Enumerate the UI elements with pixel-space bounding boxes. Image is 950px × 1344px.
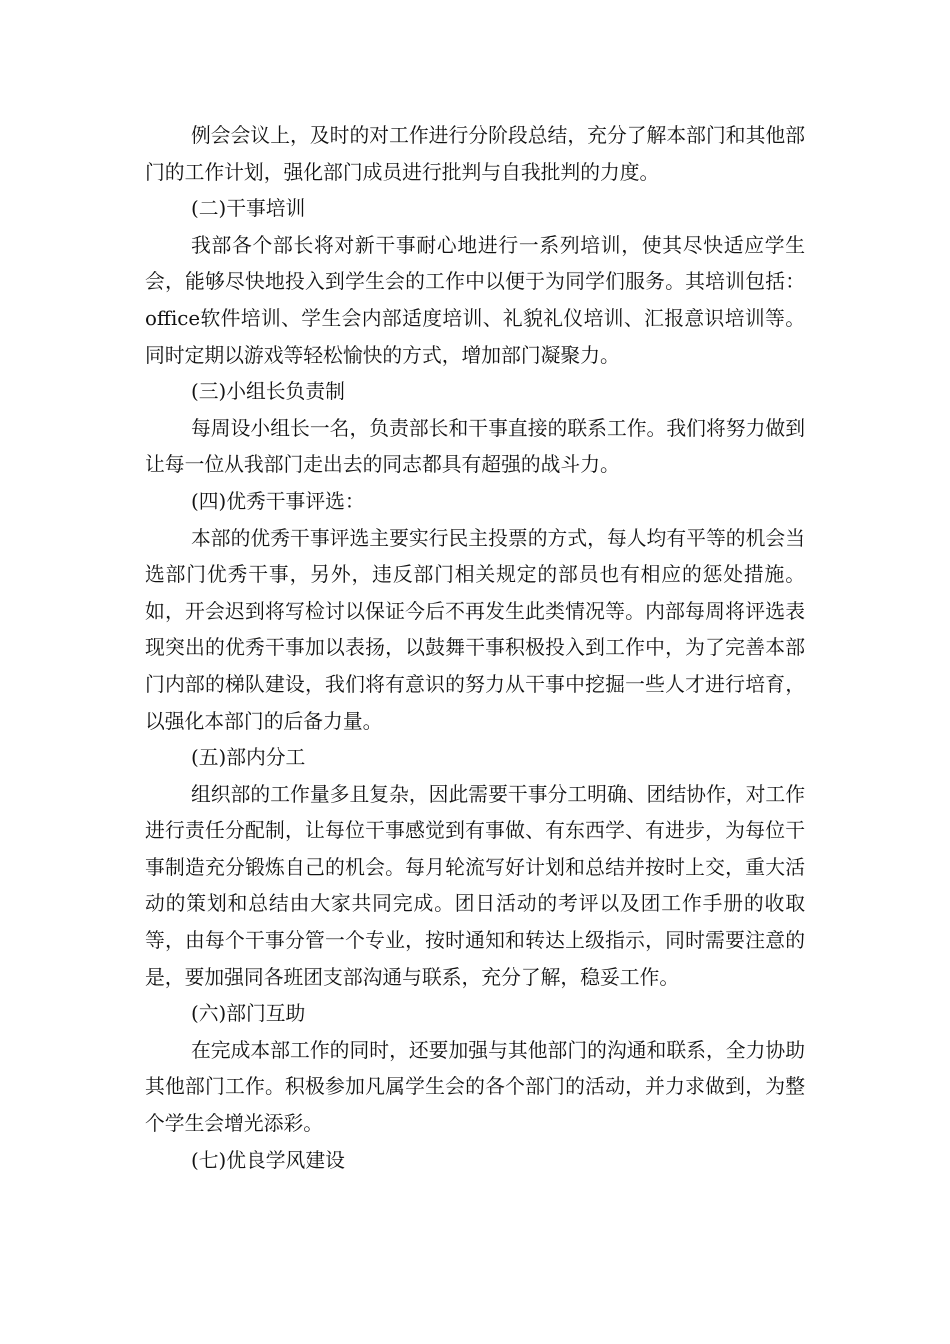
paragraph-division-of-labor: 组织部的工作量多且复杂，因此需要干事分工明确、团结协作，对工作进行责任分配制，让每位干事感觉到有事做、有东西学、有进步，为每位干事制造充分锻炼自己的机会。每月轮流写好计划和总结并按时上交，重大活动的策划和总结由大家共同完成。团日活动的考评以及团工作手册的收取等，由每个干事分管一个专业，按时通知和转达上级指示，同时需要注意的是，要加强同各班团支部沟通与联系，充分了解，稳妥工作。 [145, 782, 805, 989]
section-heading-division-of-labor: (五)部内分工 [191, 746, 306, 770]
paragraph-mutual-assistance: 在完成本部工作的同时，还要加强与其他部门的沟通和联系，全力协助其他部门工作。积极参加凡属学生会的各个部门的活动，并力求做到，为整个学生会增光添彩。 [145, 1038, 805, 1136]
section-heading-group-leader: (三)小组长负责制 [191, 380, 345, 404]
section-heading-staff-training: (二)干事培训 [191, 197, 306, 221]
paragraph-staff-training: 我部各个部长将对新干事耐心地进行一系列培训，使其尽快适应学生会，能够尽快地投入到学生会的工作中以便于为同学们服务。其培训包括：office软件培训、学生会内部适度培训、礼貌礼仪培训、汇报意识培训等。同时定期以游戏等轻松愉快的方式，增加部门凝聚力。 [145, 233, 805, 367]
section-heading-excellent-staff: (四)优秀干事评选： [191, 489, 365, 513]
section-heading-mutual-assistance: (六)部门互助 [191, 1002, 306, 1026]
paragraph-meeting-summary: 例会会议上，及时的对工作进行分阶段总结，充分了解本部门和其他部门的工作计划，强化部门成员进行批判与自我批判的力度。 [145, 124, 805, 184]
paragraph-group-leader: 每周设小组长一名，负责部长和干事直接的联系工作。我们将努力做到让每一位从我部门走出去的同志都具有超强的战斗力。 [145, 416, 805, 477]
paragraph-excellent-staff: 本部的优秀干事评选主要实行民主投票的方式，每人均有平等的机会当选部门优秀干事，另外，违反部门相关规定的部员也有相应的惩处措施。如，开会迟到将写检讨以保证今后不再发生此类情况等。内部每周将评选表现突出的优秀干事加以表扬，以鼓舞干事积极投入到工作中，为了完善本部门内部的梯队建设，我们将有意识的努力从干事中挖掘一些人才进行培育，以强化本部门的后备力量。 [145, 526, 805, 733]
document-page [145, 118, 805, 1179]
section-heading-study-style: (七)优良学风建设 [191, 1148, 345, 1172]
